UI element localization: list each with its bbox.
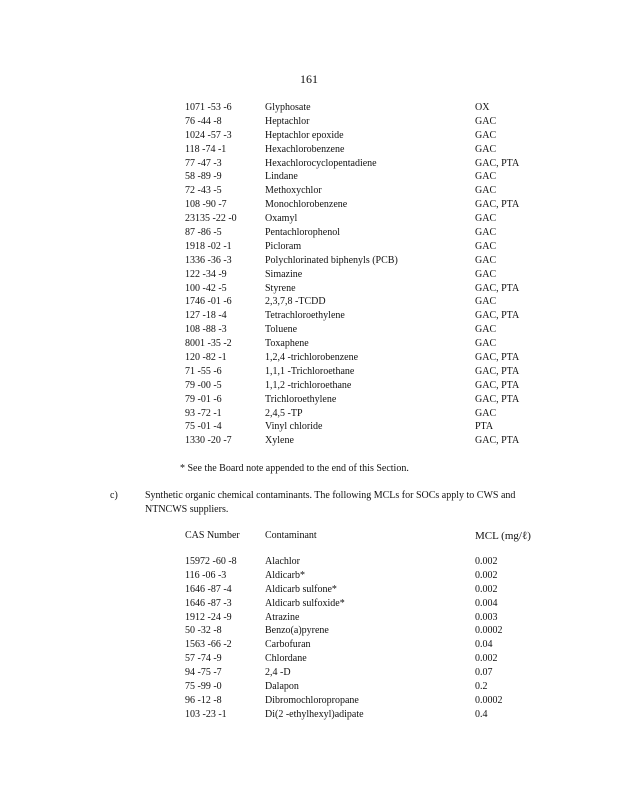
table-row xyxy=(185,115,545,129)
cell-tech: GAC, PTA xyxy=(475,282,520,294)
cell-tech: GAC xyxy=(475,185,497,197)
cell-name: Styrene xyxy=(265,282,296,294)
cell-tech: GAC, PTA xyxy=(475,199,520,211)
cell-tech: GAC xyxy=(475,254,497,266)
cell-cas: 108 -88 -3 xyxy=(185,324,227,336)
cell-mcl: 0.0002 xyxy=(475,625,503,637)
cell-cas: 23135 -22 -0 xyxy=(185,213,237,225)
treatment-table xyxy=(185,101,545,448)
table-row xyxy=(185,129,545,143)
cell-cas: 75 -99 -0 xyxy=(185,681,222,693)
cell-cas: 1918 -02 -1 xyxy=(185,240,232,252)
cell-tech: GAC xyxy=(475,296,497,308)
cell-name: Aldicarb sulfone* xyxy=(265,583,337,595)
cell-name: 1,2,4 -trichlorobenzene xyxy=(265,352,359,364)
cell-cas: 1912 -24 -9 xyxy=(185,611,232,623)
cell-name: Atrazine xyxy=(265,611,300,623)
cell-name: Dalapon xyxy=(265,681,299,693)
table-row xyxy=(185,268,545,282)
cell-tech: GAC, PTA xyxy=(475,310,520,322)
table-row xyxy=(185,157,545,171)
table-row xyxy=(185,597,545,611)
cell-tech: GAC xyxy=(475,268,497,280)
cell-cas: 72 -43 -5 xyxy=(185,185,222,197)
cell-mcl: 0.002 xyxy=(475,556,498,567)
cell-cas: 122 -34 -9 xyxy=(185,268,227,280)
cell-cas: 8001 -35 -2 xyxy=(185,338,232,350)
cell-cas: 108 -90 -7 xyxy=(185,199,227,211)
table-row xyxy=(185,198,545,212)
cell-name: Di(2 -ethylhexyl)adipate xyxy=(265,708,364,720)
cell-cas: 1563 -66 -2 xyxy=(185,639,232,651)
cell-cas: 15972 -60 -8 xyxy=(185,556,237,567)
table-row xyxy=(185,170,545,184)
cell-name: Polychlorinated biphenyls (PCB) xyxy=(265,254,398,266)
cell-name: Toluene xyxy=(265,324,298,336)
cell-name: Hexachlorocyclopentadiene xyxy=(265,157,377,169)
page-number: 161 xyxy=(300,72,318,86)
cell-tech: GAC xyxy=(475,227,497,239)
table-row xyxy=(185,393,545,407)
mcl-table-header xyxy=(185,530,531,542)
cell-tech: GAC xyxy=(475,240,497,252)
cell-cas: 1646 -87 -3 xyxy=(185,597,232,609)
cell-cas: 94 -75 -7 xyxy=(185,667,222,679)
cell-name: Aldicarb sulfoxide* xyxy=(265,597,345,609)
cell-cas: 1336 -36 -3 xyxy=(185,254,232,266)
cell-cas: 1646 -87 -4 xyxy=(185,583,232,595)
table-row xyxy=(185,282,545,296)
cell-name: Tetrachloroethylene xyxy=(265,310,345,322)
table-row xyxy=(185,652,545,666)
cell-name: Benzo(a)pyrene xyxy=(265,625,329,637)
table-row xyxy=(185,694,545,708)
table-row xyxy=(185,337,545,351)
cell-name: Glyphosate xyxy=(265,102,311,113)
cell-tech: GAC xyxy=(475,338,497,350)
cell-name: 2,3,7,8 -TCDD xyxy=(265,296,326,308)
cell-name: 1,1,1 -Trichloroethane xyxy=(265,365,355,377)
table-row xyxy=(185,365,545,379)
table-row xyxy=(185,555,545,569)
cell-name: Chlordane xyxy=(265,653,307,665)
table-row xyxy=(185,309,545,323)
section-text: Synthetic organic chemical contaminants. The following MCLs for SOCs apply to CWS and NTNCWS suppliers. xyxy=(145,490,516,515)
cell-tech: GAC, PTA xyxy=(475,393,520,405)
cell-tech: OX xyxy=(475,102,490,113)
table-row xyxy=(185,143,545,157)
cell-name: Lindane xyxy=(265,171,298,183)
table-row xyxy=(185,295,545,309)
table-row xyxy=(185,226,545,240)
cell-name: Hexachlorobenzene xyxy=(265,143,345,155)
cell-tech: GAC xyxy=(475,143,497,155)
cell-cas: 127 -18 -4 xyxy=(185,310,227,322)
table-row xyxy=(185,611,545,625)
table-row xyxy=(185,434,545,448)
cell-cas: 57 -74 -9 xyxy=(185,653,222,665)
cell-cas: 1330 -20 -7 xyxy=(185,435,232,447)
cell-name: Picloram xyxy=(265,240,302,252)
cell-mcl: 0.4 xyxy=(475,708,488,720)
cell-cas: 1024 -57 -3 xyxy=(185,129,232,141)
section-label: c) xyxy=(110,490,118,501)
cell-name: Pentachlorophenol xyxy=(265,227,340,239)
cell-cas: 1746 -01 -6 xyxy=(185,296,232,308)
cell-name: Simazine xyxy=(265,268,303,280)
cell-name: Alachlor xyxy=(265,556,300,567)
cell-name: Heptachlor epoxide xyxy=(265,129,344,141)
cell-name: 1,1,2 -trichloroethane xyxy=(265,379,352,391)
cell-tech: GAC xyxy=(475,407,497,419)
cell-cas: 100 -42 -5 xyxy=(185,282,227,294)
board-note: * See the Board note appended to the end of this Section. xyxy=(180,463,409,474)
cell-mcl: 0.07 xyxy=(475,667,493,679)
cell-cas: 116 -06 -3 xyxy=(185,569,227,581)
cell-name: Oxamyl xyxy=(265,213,298,225)
cell-mcl: 0.002 xyxy=(475,653,498,665)
cell-cas: 120 -82 -1 xyxy=(185,352,227,364)
cell-tech: GAC xyxy=(475,115,497,127)
cell-cas: 75 -01 -4 xyxy=(185,421,222,433)
table-row xyxy=(185,638,545,652)
cell-cas: 79 -01 -6 xyxy=(185,393,222,405)
cell-name: Dibromochloropropane xyxy=(265,694,359,706)
mcl-table xyxy=(185,555,545,722)
cell-mcl: 0.0002 xyxy=(475,694,503,706)
table-row xyxy=(185,583,545,597)
table-row xyxy=(185,420,545,434)
table-row xyxy=(185,240,545,254)
cell-cas: 103 -23 -1 xyxy=(185,708,227,720)
cell-name: Monochlorobenzene xyxy=(265,199,348,211)
cell-cas: 50 -32 -8 xyxy=(185,625,222,637)
cell-tech: GAC xyxy=(475,324,497,336)
table-row xyxy=(185,407,545,421)
cell-name: Aldicarb* xyxy=(265,569,305,581)
table-row xyxy=(185,351,545,365)
cell-name: Carbofuran xyxy=(265,639,311,651)
table-row xyxy=(185,184,545,198)
cell-cas: 58 -89 -9 xyxy=(185,171,222,183)
cell-name: Methoxychlor xyxy=(265,185,322,197)
table-row xyxy=(185,666,545,680)
header-mcl: MCL (mg/ℓ) xyxy=(475,530,531,542)
cell-tech: GAC, PTA xyxy=(475,435,520,447)
cell-cas: 93 -72 -1 xyxy=(185,407,222,419)
cell-cas: 77 -47 -3 xyxy=(185,157,222,169)
cell-tech: GAC, PTA xyxy=(475,379,520,391)
table-row xyxy=(185,101,545,115)
table-row xyxy=(185,624,545,638)
cell-cas: 71 -55 -6 xyxy=(185,365,222,377)
table-row xyxy=(185,708,545,722)
cell-mcl: 0.002 xyxy=(475,569,498,581)
table-row xyxy=(185,569,545,583)
cell-mcl: 0.002 xyxy=(475,583,498,595)
cell-cas: 87 -86 -5 xyxy=(185,227,222,239)
cell-cas: 79 -00 -5 xyxy=(185,379,222,391)
cell-tech: GAC, PTA xyxy=(475,365,520,377)
table-row xyxy=(185,212,545,226)
cell-tech: GAC xyxy=(475,129,497,141)
table-row xyxy=(185,680,545,694)
table-row xyxy=(185,254,545,268)
table-row xyxy=(185,323,545,337)
cell-mcl: 0.2 xyxy=(475,681,488,693)
cell-name: Vinyl chloride xyxy=(265,421,323,433)
cell-name: Trichloroethylene xyxy=(265,393,337,405)
header-cas: CAS Number xyxy=(185,530,240,541)
cell-cas: 1071 -53 -6 xyxy=(185,102,232,113)
cell-name: 2,4,5 -TP xyxy=(265,407,303,419)
cell-tech: GAC, PTA xyxy=(475,157,520,169)
header-contaminant: Contaminant xyxy=(265,530,317,541)
cell-cas: 96 -12 -8 xyxy=(185,694,222,706)
cell-name: Xylene xyxy=(265,435,294,447)
cell-tech: PTA xyxy=(475,421,494,433)
cell-tech: GAC xyxy=(475,213,497,225)
cell-tech: GAC, PTA xyxy=(475,352,520,364)
table-row xyxy=(185,379,545,393)
cell-name: 2,4 -D xyxy=(265,667,291,679)
cell-mcl: 0.003 xyxy=(475,611,498,623)
cell-name: Heptachlor xyxy=(265,115,310,127)
cell-cas: 118 -74 -1 xyxy=(185,143,227,155)
cell-mcl: 0.004 xyxy=(475,597,498,609)
cell-name: Toxaphene xyxy=(265,338,309,350)
cell-cas: 76 -44 -8 xyxy=(185,115,222,127)
cell-mcl: 0.04 xyxy=(475,639,493,651)
cell-tech: GAC xyxy=(475,171,497,183)
